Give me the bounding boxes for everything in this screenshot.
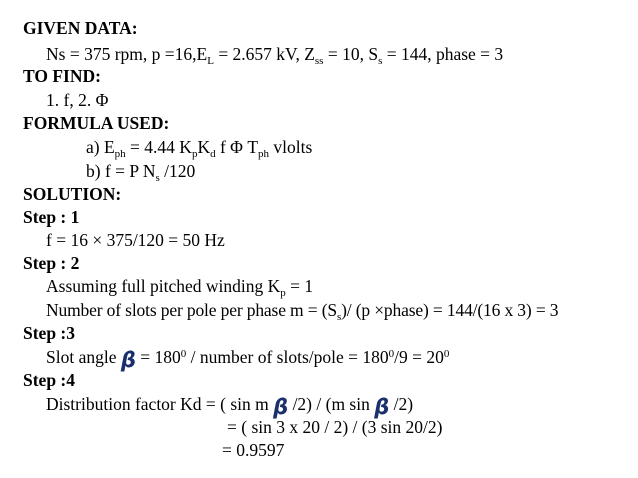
given-ns-text: Ns = 375 rpm, p =16,E — [46, 44, 208, 64]
degree-superscript: 0 — [443, 348, 450, 360]
given-data-heading-text: GIVEN DATA: — [23, 18, 138, 38]
kp-subscript: p — [191, 148, 198, 160]
kp-subscript: p — [280, 287, 286, 299]
to-find-heading-text: TO FIND: — [23, 66, 101, 86]
step-2-line-1-post: = 1 — [285, 276, 314, 296]
step-3-mid1: = 180 — [135, 347, 181, 367]
degree-superscript: 0 — [180, 348, 187, 360]
ss-subscript: s — [378, 55, 383, 67]
step-3-mid3: /9 = 20 — [394, 347, 444, 367]
step-4-label — [23, 370, 75, 390]
step-4-line-1-post: /2) — [389, 394, 414, 414]
step-2-line-2 — [46, 300, 559, 323]
to-find-items-text: 1. f, 2. Φ — [46, 90, 109, 110]
step-2-line-1 — [46, 276, 314, 299]
given-ss-text: = 144, phase = 3 — [382, 44, 504, 64]
kd-subscript: d — [210, 148, 216, 160]
formula-a-mid1: = 4.44 K — [125, 137, 192, 157]
step-3-mid2: / number of slots/pole = 180 — [186, 347, 389, 367]
solution-heading — [23, 184, 121, 204]
beta-symbol-icon: β — [273, 395, 289, 419]
step-3-label-text: Step :3 — [23, 323, 76, 343]
step-4-line-2 — [227, 417, 443, 437]
to-find-items — [46, 90, 108, 110]
step-2-label — [23, 253, 79, 273]
step-1-line — [46, 230, 225, 250]
formula-b-post: /120 — [159, 161, 196, 181]
step-4-line-1-mid: /2) / (m sin — [288, 394, 375, 414]
formula-b-pre: b) f = P N — [86, 161, 156, 181]
el-subscript: L — [207, 55, 214, 67]
formula-a-mid2: K — [197, 137, 211, 157]
formula-a-post: vlolts — [269, 137, 313, 157]
step-4-result-text: = 0.9597 — [222, 440, 285, 460]
step-4-result — [222, 440, 284, 460]
step-1-label-text: Step : 1 — [23, 207, 80, 227]
tph-subscript: ph — [258, 148, 270, 160]
step-3-pre: Slot angle — [46, 347, 121, 367]
step-3-line — [46, 347, 449, 370]
step-2-line-2-pre: Number of slots per pole per phase m = (S — [46, 300, 337, 320]
given-el-text: = 2.657 kV, Z — [213, 44, 315, 64]
zss-subscript: ss — [314, 55, 324, 67]
step-1-line-text: f = 16 × 375/120 = 50 Hz — [46, 230, 225, 250]
ns-subscript: s — [155, 172, 160, 184]
to-find-heading — [23, 66, 101, 86]
solution-heading-text: SOLUTION: — [23, 184, 122, 204]
step-2-line-1-pre: Assuming full pitched winding K — [46, 276, 281, 296]
step-4-line-1 — [46, 394, 413, 417]
beta-symbol-icon: β — [120, 348, 136, 372]
eph-subscript: ph — [114, 148, 126, 160]
formula-a-pre: a) E — [86, 137, 115, 157]
given-data-line — [46, 44, 504, 67]
step-4-line-2-text: = ( sin 3 x 20 / 2) / (3 sin 20/2) — [227, 417, 443, 437]
s-subscript: s — [336, 311, 342, 323]
degree-superscript: 0 — [388, 348, 395, 360]
given-data-heading — [23, 18, 138, 38]
formula-a-mid3: f Φ T — [215, 137, 259, 157]
formula-a — [86, 137, 313, 160]
step-4-line-1-pre: Distribution factor Kd = ( sin m — [46, 394, 274, 414]
step-4-label-text: Step :4 — [23, 370, 76, 390]
beta-symbol-icon: β — [374, 395, 390, 419]
step-1-label — [23, 207, 79, 227]
step-2-line-2-post: )/ (p ×phase) = 144/(16 x 3) = 3 — [341, 300, 559, 320]
step-2-label-text: Step : 2 — [23, 253, 80, 273]
given-zss-text: = 10, S — [323, 44, 379, 64]
formula-b — [86, 161, 196, 184]
formula-heading-text: FORMULA USED: — [23, 113, 170, 133]
formula-heading — [23, 113, 169, 133]
step-3-label — [23, 323, 75, 343]
